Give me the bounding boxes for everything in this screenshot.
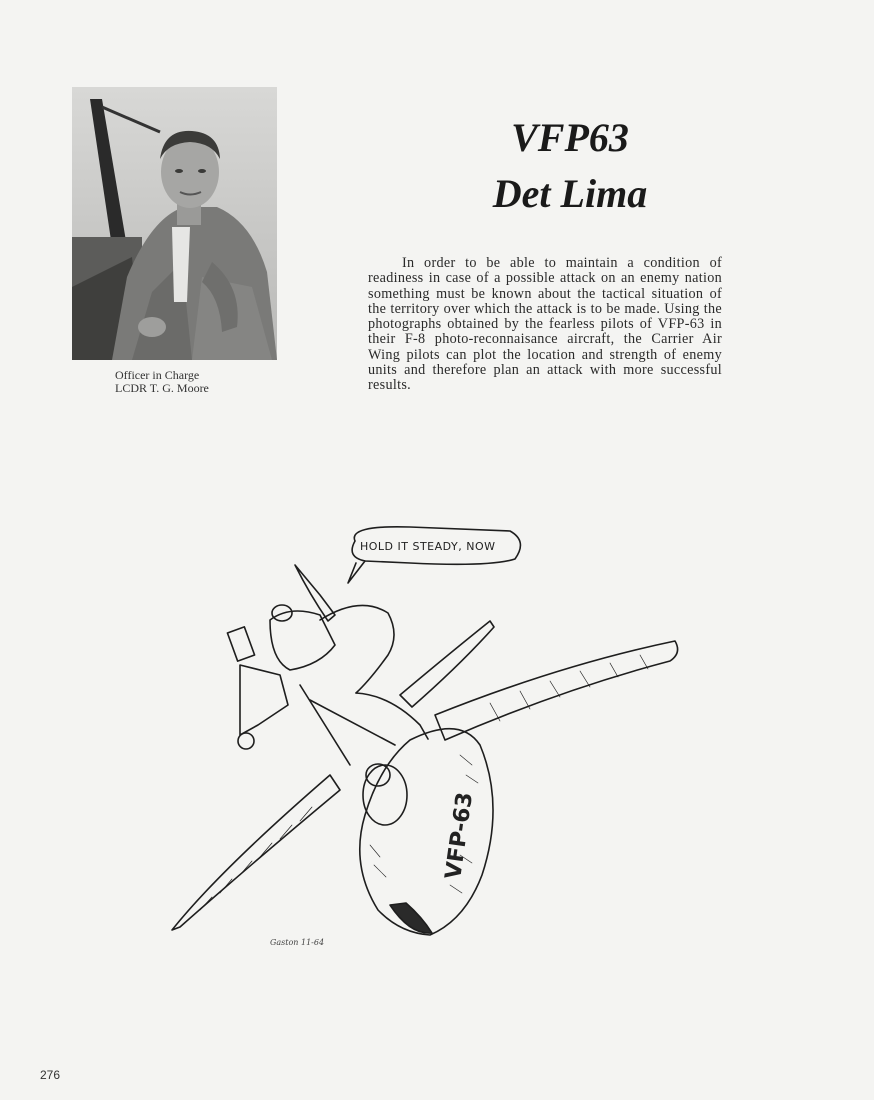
aircraft-fuselage [360, 729, 493, 935]
cartoon-drawing [160, 525, 690, 965]
left-wing [172, 775, 340, 930]
photo-caption [115, 369, 209, 395]
officer-portrait-photo [72, 87, 277, 360]
page-number: 276 [40, 1068, 61, 1082]
title-squadron: VFP63 [511, 115, 629, 160]
caption-name: LCDR T. G. Moore [115, 381, 209, 395]
cartoon-illustration [160, 525, 690, 965]
speech-bubble-text: HOLD IT STEADY, NOW [360, 540, 496, 553]
artist-signature: Gaston 11-64 [270, 938, 325, 947]
photographer-figure [270, 611, 335, 670]
fuselage-marking: VFP-63 [441, 790, 479, 881]
officer-portrait-drawing [72, 87, 277, 360]
body-paragraph: In order to be able to maintain a condition of readiness in case of a possible attack on an enemy nation something must be known about the tactical situation of the territory over which the attack is to be made. Using the photographs obtained by the fearless pilots of VFP-63 in their F-8 photo-reconnaisance aircraft, the Carrier Air Wing pilots can plot the location and strength of enemy units and therefore plan an attack with more successful results. [368, 255, 722, 394]
caption-role: Officer in Charge [115, 368, 200, 382]
title-detachment: Det Lima [492, 171, 648, 216]
page-title [360, 110, 780, 222]
